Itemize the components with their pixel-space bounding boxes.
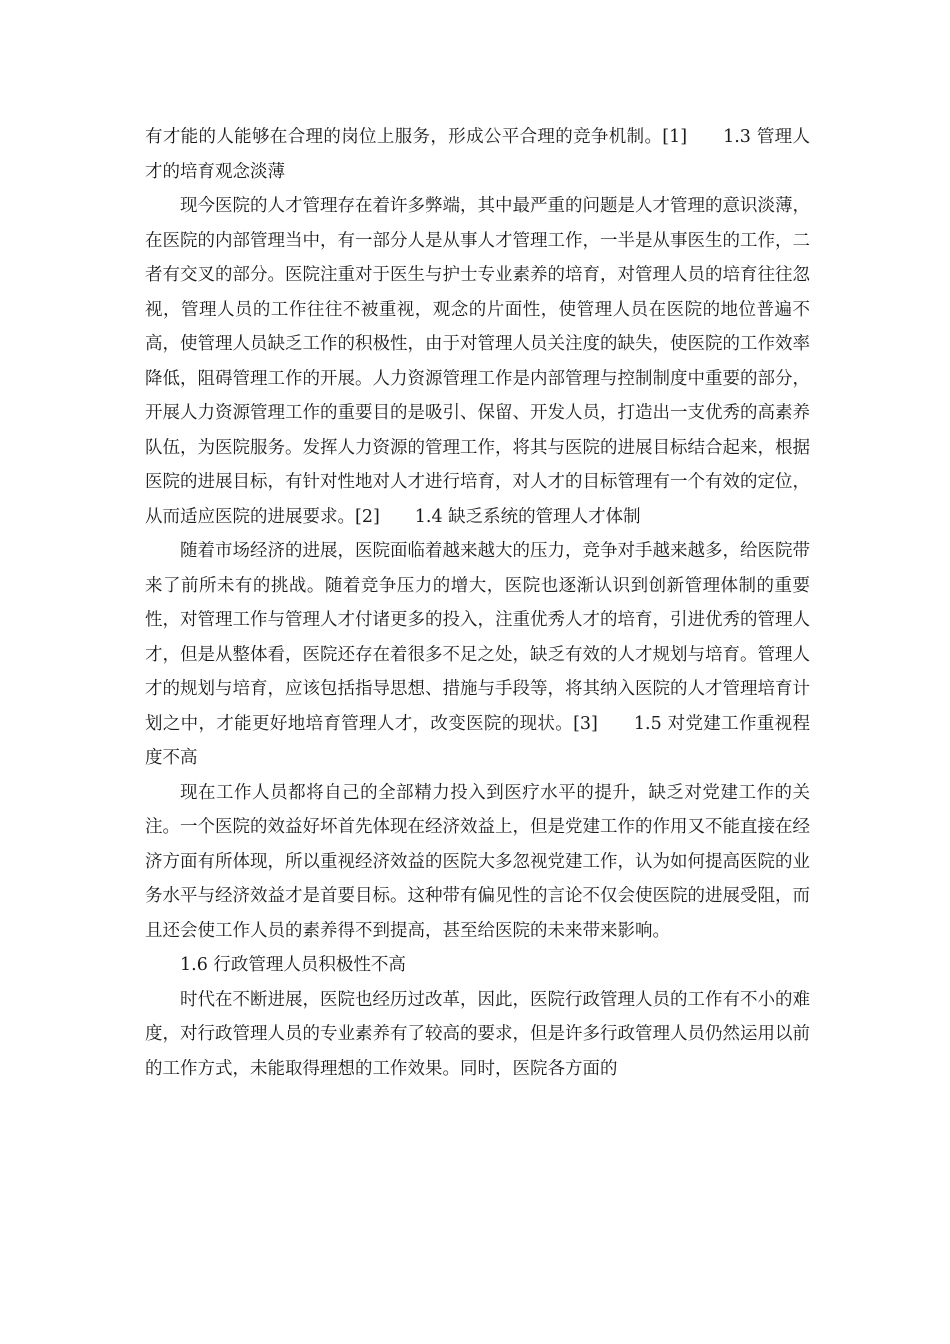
paragraph-admin-staff: 时代在不断进展，医院也经历过改革，因此，医院行政管理人员的工作有不小的难度，对行政管理人员的专业素养有了较高的要求，但是许多行政管理人员仍然运用以前的工作方式，未能取得理想的工作效果。同时，医院各方面的 xyxy=(145,989,810,1079)
paragraph-party-building: 现在工作人员都将自己的全部精力投入到医疗水平的提升，缺乏对党建工作的关注。一个医院的效益好坏首先体现在经济效益上，但是党建工作的作用又不能直接在经济方面有所体现，所以重视经济效益的医院大多忽视党建工作，认为如何提高医院的业务水平与经济效益才是首要目标。这种带有偏见性的言论不仅会使医院的进展受阻，而且还会使工作人员的素养得不到提高，甚至给医院的未来带来影响。 xyxy=(145,782,810,941)
paragraph-continuation: 有才能的人能够在合理的岗位上服务，形成公平合理的竞争机制。[1] 1.3 管理人才的培育观念淡薄 xyxy=(145,127,810,182)
paragraph-talent-awareness: 现今医院的人才管理存在着许多弊端，其中最严重的问题是人才管理的意识淡薄，在医院的内部管理当中，有一部分人是从事人才管理工作，一半是从事医生的工作，二者有交叉的部分。医院注重对于医生与护士专业素养的培育，对管理人员的培育往往忽视，管理人员的工作往往不被重视，观念的片面性，使管理人员在医院的地位普遍不高，使管理人员缺乏工作的积极性，由于对管理人员关注度的缺失，使医院的工作效率降低，阻碍管理工作的开展。人力资源管理工作是内部管理与控制制度中重要的部分，开展人力资源管理工作的重要目的是吸引、保留、开发人员，打造出一支优秀的高素养队伍，为医院服务。发挥人力资源的管理工作，将其与医院的进展目标结合起来，根据医院的进展目标，有针对性地对人才进行培育，对人才的目标管理有一个有效的定位，从而适应医院的进展要求。[2] 1.4 缺乏系统的管理人才体制 xyxy=(145,196,810,527)
section-heading-1-6: 1.6 行政管理人员积极性不高 xyxy=(180,955,406,975)
document-body xyxy=(145,120,810,1086)
paragraph-talent-system: 随着市场经济的进展，医院面临着越来越大的压力，竞争对手越来越多，给医院带来了前所未有的挑战。随着竞争压力的增大，医院也逐渐认识到创新管理体制的重要性，对管理工作与管理人才付诸更多的投入，注重优秀人才的培育，引进优秀的管理人才，但是从整体看，医院还存在着很多不足之处，缺乏有效的人才规划与培育。管理人才的规划与培育，应该包括指导思想、措施与手段等，将其纳入医院的人才管理培育计划之中，才能更好地培育管理人才，改变医院的现状。[3] 1.5 对党建工作重视程度不高 xyxy=(145,541,810,768)
